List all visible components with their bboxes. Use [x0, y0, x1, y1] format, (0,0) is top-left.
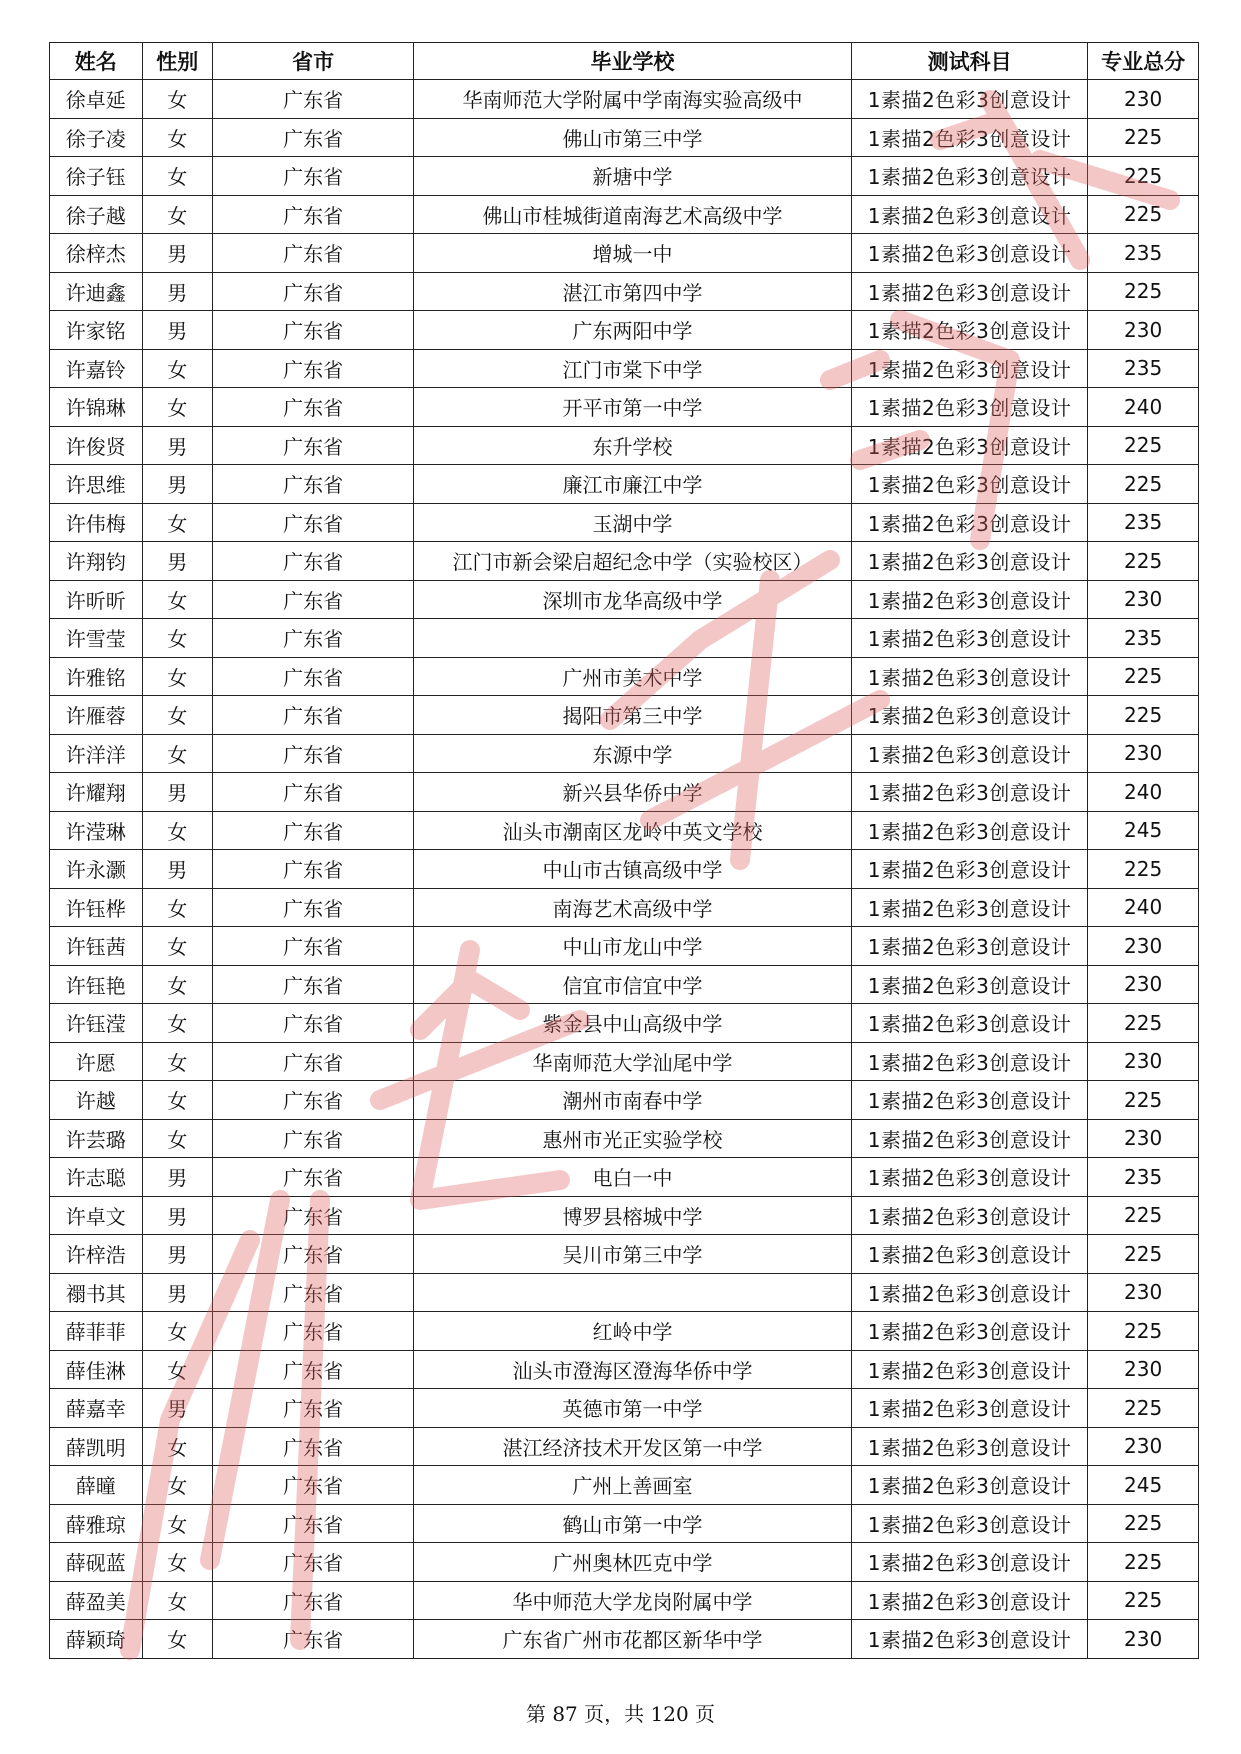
cell-score: 235: [1088, 503, 1199, 542]
cell-name: 禤书其: [50, 1273, 143, 1312]
cell-school: 广州市美术中学: [414, 657, 852, 696]
table-row: [50, 580, 1199, 619]
cell-province: 广东省: [212, 1350, 413, 1389]
cell-score: 225: [1088, 426, 1199, 465]
cell-province: 广东省: [212, 1504, 413, 1543]
cell-score: 225: [1088, 1235, 1199, 1274]
cell-subject: 1素描2色彩3创意设计: [851, 1543, 1087, 1582]
cell-province: 广东省: [212, 80, 413, 119]
table-row: [50, 927, 1199, 966]
cell-subject: 1素描2色彩3创意设计: [851, 580, 1087, 619]
cell-name: 薛佳淋: [50, 1350, 143, 1389]
cell-school: 汕头市澄海区澄海华侨中学: [414, 1350, 852, 1389]
cell-gender: 女: [142, 580, 212, 619]
cell-gender: 女: [142, 195, 212, 234]
cell-school: 汕头市潮南区龙岭中英文学校: [414, 811, 852, 850]
cell-school: 深圳市龙华高级中学: [414, 580, 852, 619]
cell-score: 225: [1088, 542, 1199, 581]
cell-school: 湛江市第四中学: [414, 272, 852, 311]
cell-gender: 男: [142, 465, 212, 504]
cell-school: 揭阳市第三中学: [414, 696, 852, 735]
table-row: [50, 1042, 1199, 1081]
cell-school: 东升学校: [414, 426, 852, 465]
cell-gender: 女: [142, 965, 212, 1004]
cell-gender: 男: [142, 1196, 212, 1235]
cell-province: 广东省: [212, 349, 413, 388]
cell-subject: 1素描2色彩3创意设计: [851, 349, 1087, 388]
cell-name: 薛菲菲: [50, 1312, 143, 1351]
cell-province: 广东省: [212, 965, 413, 1004]
cell-province: 广东省: [212, 1427, 413, 1466]
cell-school: 东源中学: [414, 734, 852, 773]
cell-gender: 男: [142, 1389, 212, 1428]
cell-name: 许家铭: [50, 311, 143, 350]
header-province: 省市: [212, 43, 413, 80]
cell-province: 广东省: [212, 773, 413, 812]
table-row: [50, 1581, 1199, 1620]
cell-name: 许昕昕: [50, 580, 143, 619]
cell-province: 广东省: [212, 811, 413, 850]
table-row: [50, 465, 1199, 504]
cell-score: 225: [1088, 1581, 1199, 1620]
table-row: [50, 1312, 1199, 1351]
cell-score: 225: [1088, 850, 1199, 889]
cell-subject: 1素描2色彩3创意设计: [851, 1350, 1087, 1389]
cell-score: 240: [1088, 888, 1199, 927]
cell-subject: 1素描2色彩3创意设计: [851, 1119, 1087, 1158]
cell-school: 廉江市廉江中学: [414, 465, 852, 504]
cell-gender: 女: [142, 349, 212, 388]
table-row: [50, 1350, 1199, 1389]
cell-school: [414, 1273, 852, 1312]
cell-school: 新塘中学: [414, 157, 852, 196]
cell-score: 225: [1088, 1389, 1199, 1428]
cell-gender: 女: [142, 1427, 212, 1466]
cell-gender: 女: [142, 1504, 212, 1543]
cell-school: 江门市棠下中学: [414, 349, 852, 388]
cell-gender: 女: [142, 888, 212, 927]
table-row: [50, 1427, 1199, 1466]
cell-name: 徐子钰: [50, 157, 143, 196]
cell-school: 鹤山市第一中学: [414, 1504, 852, 1543]
cell-subject: 1素描2色彩3创意设计: [851, 157, 1087, 196]
cell-province: 广东省: [212, 888, 413, 927]
cell-province: 广东省: [212, 1158, 413, 1197]
cell-province: 广东省: [212, 1235, 413, 1274]
cell-name: 许志聪: [50, 1158, 143, 1197]
cell-score: 240: [1088, 773, 1199, 812]
cell-score: 225: [1088, 1196, 1199, 1235]
table-row: [50, 1620, 1199, 1659]
table-row: [50, 619, 1199, 658]
table-row: [50, 311, 1199, 350]
cell-score: 240: [1088, 388, 1199, 427]
cell-subject: 1素描2色彩3创意设计: [851, 850, 1087, 889]
cell-school: 开平市第一中学: [414, 388, 852, 427]
cell-subject: 1素描2色彩3创意设计: [851, 1196, 1087, 1235]
cell-gender: 女: [142, 1312, 212, 1351]
header-score: 专业总分: [1088, 43, 1199, 80]
cell-name: 许梓浩: [50, 1235, 143, 1274]
cell-score: 225: [1088, 1081, 1199, 1120]
table-row: [50, 1004, 1199, 1043]
cell-school: 博罗县榕城中学: [414, 1196, 852, 1235]
cell-score: 225: [1088, 1004, 1199, 1043]
cell-subject: 1素描2色彩3创意设计: [851, 272, 1087, 311]
cell-name: 薛曈: [50, 1466, 143, 1505]
cell-province: 广东省: [212, 465, 413, 504]
cell-score: 225: [1088, 1504, 1199, 1543]
cell-school: 新兴县华侨中学: [414, 773, 852, 812]
cell-score: 230: [1088, 1119, 1199, 1158]
cell-province: 广东省: [212, 1196, 413, 1235]
cell-subject: 1素描2色彩3创意设计: [851, 542, 1087, 581]
cell-province: 广东省: [212, 234, 413, 273]
cell-name: 许嘉铃: [50, 349, 143, 388]
cell-score: 225: [1088, 696, 1199, 735]
cell-score: 230: [1088, 734, 1199, 773]
cell-score: 230: [1088, 1350, 1199, 1389]
table-row: [50, 1158, 1199, 1197]
cell-school: 玉湖中学: [414, 503, 852, 542]
cell-school: 吴川市第三中学: [414, 1235, 852, 1274]
cell-province: 广东省: [212, 1581, 413, 1620]
cell-score: 235: [1088, 619, 1199, 658]
cell-score: 235: [1088, 349, 1199, 388]
cell-name: 许俊贤: [50, 426, 143, 465]
table-row: [50, 1273, 1199, 1312]
cell-school: 增城一中: [414, 234, 852, 273]
table-row: [50, 850, 1199, 889]
table-row: [50, 888, 1199, 927]
table-row: [50, 1504, 1199, 1543]
cell-subject: 1素描2色彩3创意设计: [851, 388, 1087, 427]
table-row: [50, 157, 1199, 196]
cell-score: 225: [1088, 657, 1199, 696]
table-row: [50, 1466, 1199, 1505]
cell-province: 广东省: [212, 1543, 413, 1582]
cell-gender: 女: [142, 503, 212, 542]
table-body: [50, 80, 1199, 1659]
cell-school: 中山市古镇高级中学: [414, 850, 852, 889]
cell-gender: 女: [142, 1042, 212, 1081]
cell-score: 225: [1088, 118, 1199, 157]
cell-province: 广东省: [212, 734, 413, 773]
cell-province: 广东省: [212, 272, 413, 311]
table-row: [50, 1119, 1199, 1158]
cell-score: 235: [1088, 1158, 1199, 1197]
table-row: [50, 234, 1199, 273]
table-row: [50, 1081, 1199, 1120]
cell-school: 华南师范大学汕尾中学: [414, 1042, 852, 1081]
cell-gender: 男: [142, 1158, 212, 1197]
cell-school: 南海艺术高级中学: [414, 888, 852, 927]
cell-gender: 女: [142, 1466, 212, 1505]
header-name: 姓名: [50, 43, 143, 80]
cell-subject: 1素描2色彩3创意设计: [851, 1004, 1087, 1043]
cell-score: 225: [1088, 465, 1199, 504]
cell-province: 广东省: [212, 542, 413, 581]
header-school: 毕业学校: [414, 43, 852, 80]
table-row: [50, 542, 1199, 581]
cell-name: 许钰滢: [50, 1004, 143, 1043]
cell-name: 徐子凌: [50, 118, 143, 157]
cell-gender: 女: [142, 1119, 212, 1158]
cell-subject: 1素描2色彩3创意设计: [851, 311, 1087, 350]
cell-name: 许洋洋: [50, 734, 143, 773]
cell-name: 薛砚蓝: [50, 1543, 143, 1582]
cell-gender: 女: [142, 696, 212, 735]
table-row: [50, 1389, 1199, 1428]
cell-gender: 女: [142, 734, 212, 773]
table-row: [50, 118, 1199, 157]
cell-score: 225: [1088, 1312, 1199, 1351]
cell-province: 广东省: [212, 696, 413, 735]
table-row: [50, 965, 1199, 1004]
cell-school: 红岭中学: [414, 1312, 852, 1351]
cell-gender: 男: [142, 542, 212, 581]
cell-gender: 女: [142, 1004, 212, 1043]
cell-province: 广东省: [212, 1312, 413, 1351]
cell-gender: 男: [142, 1273, 212, 1312]
cell-gender: 女: [142, 157, 212, 196]
cell-province: 广东省: [212, 1004, 413, 1043]
cell-score: 225: [1088, 195, 1199, 234]
cell-school: 英德市第一中学: [414, 1389, 852, 1428]
cell-gender: 男: [142, 773, 212, 812]
cell-subject: 1素描2色彩3创意设计: [851, 657, 1087, 696]
cell-province: 广东省: [212, 1042, 413, 1081]
cell-school: 佛山市桂城街道南海艺术高级中学: [414, 195, 852, 234]
cell-subject: 1素描2色彩3创意设计: [851, 1158, 1087, 1197]
cell-score: 230: [1088, 1427, 1199, 1466]
table-row: [50, 426, 1199, 465]
cell-province: 广东省: [212, 927, 413, 966]
cell-name: 徐卓延: [50, 80, 143, 119]
cell-score: 230: [1088, 1273, 1199, 1312]
cell-subject: 1素描2色彩3创意设计: [851, 888, 1087, 927]
cell-score: 230: [1088, 580, 1199, 619]
cell-school: 广州上善画室: [414, 1466, 852, 1505]
cell-score: 235: [1088, 234, 1199, 273]
cell-score: 230: [1088, 965, 1199, 1004]
table-row: [50, 80, 1199, 119]
cell-school: 电白一中: [414, 1158, 852, 1197]
table-row: [50, 696, 1199, 735]
cell-name: 许愿: [50, 1042, 143, 1081]
table-row: [50, 773, 1199, 812]
cell-subject: 1素描2色彩3创意设计: [851, 195, 1087, 234]
cell-gender: 女: [142, 80, 212, 119]
cell-name: 薛嘉幸: [50, 1389, 143, 1428]
cell-gender: 女: [142, 1081, 212, 1120]
cell-name: 许耀翔: [50, 773, 143, 812]
cell-score: 245: [1088, 811, 1199, 850]
table-row: [50, 195, 1199, 234]
cell-school: 广州奥林匹克中学: [414, 1543, 852, 1582]
cell-school: 惠州市光正实验学校: [414, 1119, 852, 1158]
table-row: [50, 1543, 1199, 1582]
cell-name: 许思维: [50, 465, 143, 504]
cell-province: 广东省: [212, 1119, 413, 1158]
cell-school: 广东省广州市花都区新华中学: [414, 1620, 852, 1659]
header-gender: 性别: [142, 43, 212, 80]
cell-province: 广东省: [212, 1466, 413, 1505]
page-footer: 第 87 页，共 120 页: [525, 1702, 716, 1726]
cell-gender: 女: [142, 657, 212, 696]
cell-subject: 1素描2色彩3创意设计: [851, 1389, 1087, 1428]
cell-name: 薛颖琦: [50, 1620, 143, 1659]
cell-subject: 1素描2色彩3创意设计: [851, 619, 1087, 658]
cell-subject: 1素描2色彩3创意设计: [851, 1273, 1087, 1312]
cell-score: 230: [1088, 1620, 1199, 1659]
cell-score: 230: [1088, 311, 1199, 350]
cell-score: 230: [1088, 927, 1199, 966]
cell-province: 广东省: [212, 503, 413, 542]
cell-subject: 1素描2色彩3创意设计: [851, 773, 1087, 812]
cell-score: 225: [1088, 157, 1199, 196]
cell-name: 许钰茜: [50, 927, 143, 966]
cell-score: 230: [1088, 80, 1199, 119]
cell-name: 许钰艳: [50, 965, 143, 1004]
cell-gender: 女: [142, 118, 212, 157]
cell-name: 许雪莹: [50, 619, 143, 658]
cell-name: 许卓文: [50, 1196, 143, 1235]
cell-school: 广东两阳中学: [414, 311, 852, 350]
cell-subject: 1素描2色彩3创意设计: [851, 811, 1087, 850]
cell-school: [414, 619, 852, 658]
cell-name: 薛盈美: [50, 1581, 143, 1620]
cell-gender: 女: [142, 811, 212, 850]
cell-school: 湛江经济技术开发区第一中学: [414, 1427, 852, 1466]
cell-name: 薛雅琼: [50, 1504, 143, 1543]
cell-gender: 男: [142, 426, 212, 465]
table-row: [50, 657, 1199, 696]
cell-name: 许锦琳: [50, 388, 143, 427]
cell-name: 许芸璐: [50, 1119, 143, 1158]
cell-school: 紫金县中山高级中学: [414, 1004, 852, 1043]
cell-subject: 1素描2色彩3创意设计: [851, 696, 1087, 735]
table-row: [50, 1196, 1199, 1235]
cell-subject: 1素描2色彩3创意设计: [851, 80, 1087, 119]
cell-province: 广东省: [212, 619, 413, 658]
cell-subject: 1素描2色彩3创意设计: [851, 1620, 1087, 1659]
cell-province: 广东省: [212, 1081, 413, 1120]
cell-score: 230: [1088, 1042, 1199, 1081]
cell-subject: 1素描2色彩3创意设计: [851, 1466, 1087, 1505]
cell-name: 许雁蓉: [50, 696, 143, 735]
cell-name: 许永灏: [50, 850, 143, 889]
cell-subject: 1素描2色彩3创意设计: [851, 927, 1087, 966]
cell-school: 中山市龙山中学: [414, 927, 852, 966]
cell-province: 广东省: [212, 311, 413, 350]
cell-school: 信宜市信宜中学: [414, 965, 852, 1004]
cell-name: 徐梓杰: [50, 234, 143, 273]
cell-gender: 男: [142, 850, 212, 889]
cell-name: 许迪鑫: [50, 272, 143, 311]
cell-gender: 女: [142, 927, 212, 966]
cell-gender: 女: [142, 1581, 212, 1620]
cell-gender: 女: [142, 1543, 212, 1582]
cell-subject: 1素描2色彩3创意设计: [851, 734, 1087, 773]
cell-name: 徐子越: [50, 195, 143, 234]
score-table: [49, 42, 1199, 1659]
cell-subject: 1素描2色彩3创意设计: [851, 426, 1087, 465]
table-row: [50, 503, 1199, 542]
cell-province: 广东省: [212, 657, 413, 696]
cell-gender: 男: [142, 234, 212, 273]
cell-province: 广东省: [212, 157, 413, 196]
cell-subject: 1素描2色彩3创意设计: [851, 965, 1087, 1004]
cell-subject: 1素描2色彩3创意设计: [851, 1581, 1087, 1620]
cell-name: 许滢琳: [50, 811, 143, 850]
cell-subject: 1素描2色彩3创意设计: [851, 1312, 1087, 1351]
cell-subject: 1素描2色彩3创意设计: [851, 1504, 1087, 1543]
cell-subject: 1素描2色彩3创意设计: [851, 1427, 1087, 1466]
cell-gender: 女: [142, 388, 212, 427]
table-row: [50, 388, 1199, 427]
table-row: [50, 272, 1199, 311]
cell-score: 225: [1088, 272, 1199, 311]
cell-score: 225: [1088, 1543, 1199, 1582]
cell-name: 许越: [50, 1081, 143, 1120]
cell-province: 广东省: [212, 850, 413, 889]
cell-province: 广东省: [212, 388, 413, 427]
table-row: [50, 734, 1199, 773]
cell-name: 许翔钧: [50, 542, 143, 581]
cell-subject: 1素描2色彩3创意设计: [851, 1042, 1087, 1081]
cell-school: 佛山市第三中学: [414, 118, 852, 157]
cell-score: 245: [1088, 1466, 1199, 1505]
cell-school: 华南师范大学附属中学南海实验高级中: [414, 80, 852, 119]
cell-gender: 男: [142, 311, 212, 350]
cell-province: 广东省: [212, 1620, 413, 1659]
cell-province: 广东省: [212, 195, 413, 234]
cell-name: 薛凯明: [50, 1427, 143, 1466]
cell-province: 广东省: [212, 1389, 413, 1428]
cell-gender: 男: [142, 1235, 212, 1274]
cell-subject: 1素描2色彩3创意设计: [851, 1081, 1087, 1120]
cell-name: 许雅铭: [50, 657, 143, 696]
cell-province: 广东省: [212, 580, 413, 619]
cell-province: 广东省: [212, 426, 413, 465]
cell-gender: 男: [142, 272, 212, 311]
header-subject: 测试科目: [851, 43, 1087, 80]
cell-subject: 1素描2色彩3创意设计: [851, 1235, 1087, 1274]
cell-subject: 1素描2色彩3创意设计: [851, 503, 1087, 542]
cell-school: 华中师范大学龙岗附属中学: [414, 1581, 852, 1620]
table-row: [50, 811, 1199, 850]
header-row: [50, 43, 1199, 80]
cell-name: 许钰桦: [50, 888, 143, 927]
cell-subject: 1素描2色彩3创意设计: [851, 465, 1087, 504]
cell-gender: 女: [142, 1620, 212, 1659]
cell-school: 江门市新会梁启超纪念中学（实验校区）: [414, 542, 852, 581]
cell-province: 广东省: [212, 118, 413, 157]
cell-gender: 女: [142, 1350, 212, 1389]
cell-gender: 女: [142, 619, 212, 658]
cell-subject: 1素描2色彩3创意设计: [851, 234, 1087, 273]
cell-province: 广东省: [212, 1273, 413, 1312]
table-row: [50, 349, 1199, 388]
cell-subject: 1素描2色彩3创意设计: [851, 118, 1087, 157]
cell-school: 潮州市南春中学: [414, 1081, 852, 1120]
cell-name: 许伟梅: [50, 503, 143, 542]
table-row: [50, 1235, 1199, 1274]
